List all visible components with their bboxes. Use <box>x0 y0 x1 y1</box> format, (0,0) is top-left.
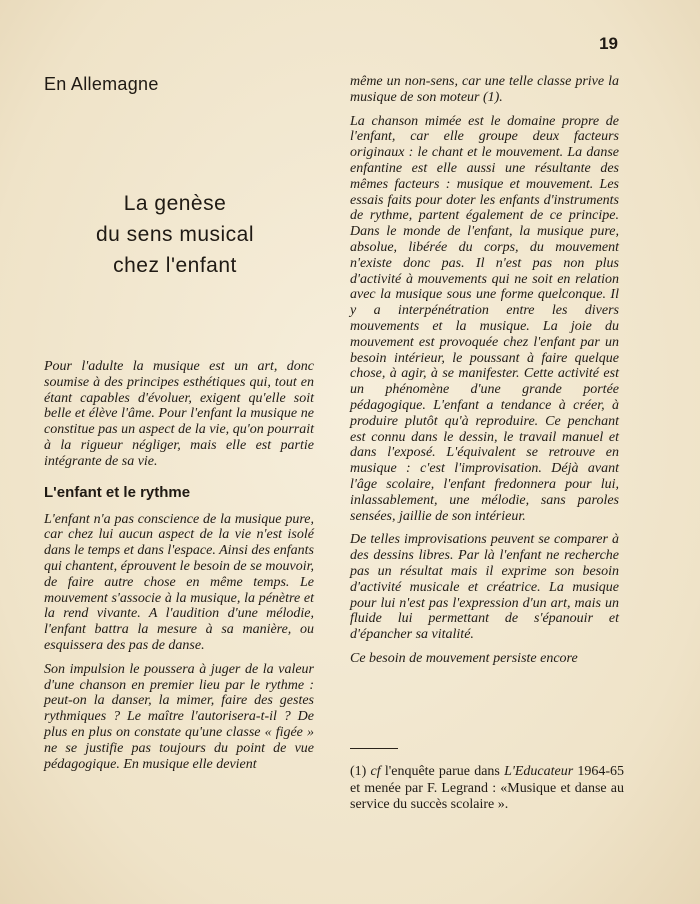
right-column <box>350 74 619 675</box>
footnote-text: l'enquête parue dans <box>384 764 500 779</box>
footnote-cf: cf <box>370 764 381 779</box>
intro-paragraph: Pour l'adulte la musique est un art, donc soumise à des principes esthétiques qui, tout en étant capables d'évoluer, exigent qu'elle soit belle et élève l'âme. Pour l'enfant la musique ne constitue pas un aspect de la vie, qu'on pourrait à la rigueur négliger, mais elle est partie intégrante de sa vie. <box>44 359 314 469</box>
title-line: La genèse <box>123 192 227 215</box>
body-paragraph: La chanson mimée est le domaine propre de l'enfant, car elle groupe deux facteurs originaux : le chant et le mouvement. La danse enfantine est elle aussi une résultante des mêmes facteurs : musique et mouvement. Les essais faits pour doter les enfants d'instruments de rythme, partent également de ce principe. Dans le monde de l'enfant, la musique pure, absolue, libérée du corps, du mouvement n'existe donc pas. Il n'est pas non plus d'activité à mouvements qui ne soit en relation avec la musique sous une forme quelconque. Il y a interpénétration entre les divers mouvements et la musique. La joie du mouvement est provoquée chez l'enfant par un besoin intérieur, le poussant à faire quelque chose, à agir, à se manifester. Cette activité est un phénomène d'une grande portée pédagogique. L'enfant a tendance à créer, à produire plutôt qu'à reproduire. Ce penchant est connu dans le dessin, le travail manuel et dans l'exposé. L'équivalent se retrouve en musique : c'est l'improvisation. Déjà avant l'âge scolaire, l'enfant fredonnera pour lui, inlassablement, une mélodie, sans paroles sensées, jaillie de son intérieur. <box>350 113 619 524</box>
section-label: En Allemagne <box>44 74 159 94</box>
footnote-journal: L'Educateur <box>504 764 574 779</box>
body-paragraph: De telles improvisations peuvent se comparer à des dessins libres. Par là l'enfant ne recherche pas un résultat mais il exprime son besoin d'activité musicale et créatrice. La musique pour lui n'est pas l'expression d'un art, mais un fluide lui permettant de s'épanouir et d'épancher sa vitalité. <box>350 532 619 643</box>
title-line: du sens musical <box>95 223 255 246</box>
footnote-marker: (1) <box>350 764 367 779</box>
footnote <box>350 764 624 814</box>
title-line: chez l'enfant <box>113 254 237 277</box>
article-title <box>50 188 300 281</box>
body-paragraph: L'enfant n'a pas conscience de la musique pure, car chez lui aucun aspect de la vie n'est isolé dans le temps et dans l'espace. Ainsi des enfants qui chantent, éprouvent le besoin de se mouvoir, de faire autre chose en même temps. Le mouvement s'associe à la musique, la pénètre et la rend vivante. A l'audition d'une mélodie, l'enfant battra la mesure à sa manière, ou esquissera des pas de danse. <box>44 511 314 653</box>
footnote-text: 1964-65 et menée par F. Legrand : «Musique et danse au service du succès scolaire ». <box>350 764 625 812</box>
body-paragraph: Ce besoin de mouvement persiste encore <box>350 650 578 666</box>
left-column <box>44 359 314 780</box>
subheading: L'enfant et le rythme <box>44 483 191 501</box>
page-number: 19 <box>599 34 618 53</box>
body-paragraph: Son impulsion le poussera à juger de la valeur d'une chanson en premier lieu par le rythme : peut-on la danser, la mimer, faire des gestes rythmiques ? Le maître l'autorisera-t-il ? De plus en plus on constate qu'une classe « figée » ne se justifie pas toujours du point de vue pédagogique. En musique elle devient <box>44 661 314 772</box>
footnote-divider <box>350 748 398 749</box>
body-paragraph: même un non-sens, car une telle classe prive la musique de son moteur (1). <box>350 74 619 105</box>
